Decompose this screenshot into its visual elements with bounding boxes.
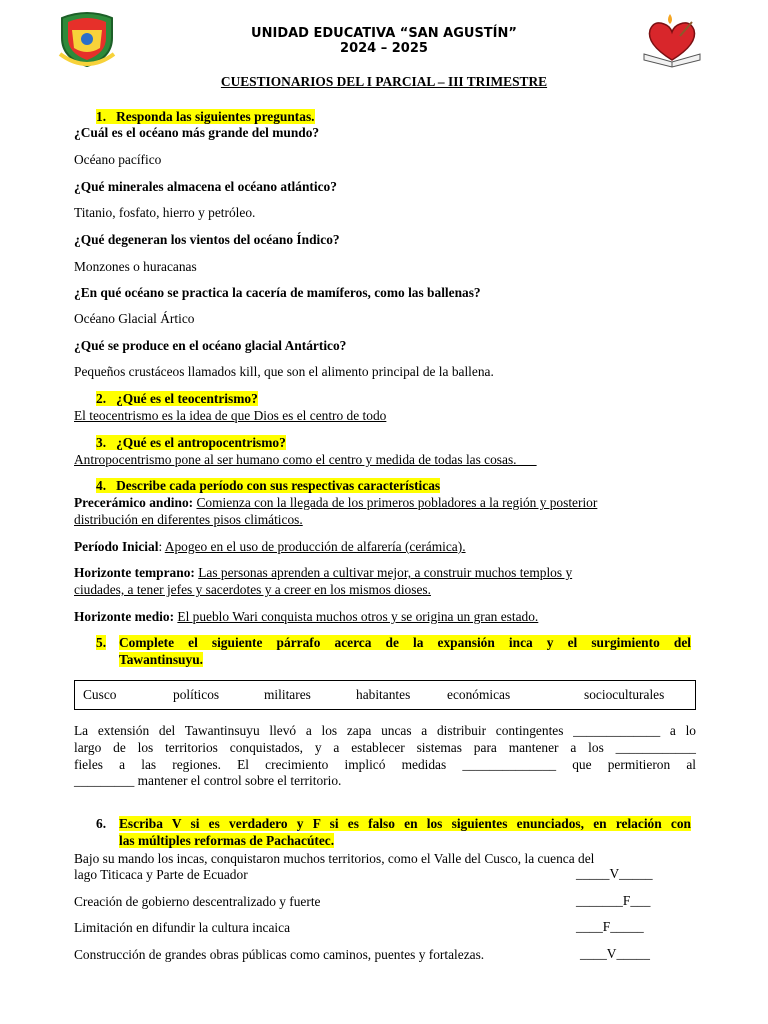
question-2: ¿Qué minerales almacena el océano atlántico? (74, 179, 337, 194)
section3-answer: Antropocentrismo pone al ser humano como el centro y medida de todas las cosas. (74, 452, 537, 467)
word-bank-item: socioculturales (584, 687, 665, 702)
answer-5: Pequeños crustáceos llamados kill, que son el alimento principal de la ballena. (74, 364, 494, 379)
statement-2-answer: _______F___ (576, 893, 651, 908)
section5-heading-num: 5. (96, 635, 107, 650)
period-horizonte-temprano-cont: ciudades, a tener jefes y sacerdotes y a creer en los mismos dioses. (74, 582, 431, 597)
section6-heading-cont: las múltiples reformas de Pachacútec. (119, 833, 335, 848)
question-5: ¿Qué se produce en el océano glacial Antártico? (74, 338, 347, 353)
statement-2: Creación de gobierno descentralizado y fuerte (74, 894, 321, 909)
section1-heading: 1. Responda las siguientes preguntas. (96, 109, 315, 124)
answer-3: Monzones o huracanas (74, 259, 197, 274)
statement-3-answer: ____F_____ (576, 919, 644, 934)
document-title: CUESTIONARIOS DEL I PARCIAL – III TRIMESTRE (220, 74, 548, 89)
answer-1: Océano pacífico (74, 152, 162, 167)
statement-4-answer: ____V_____ (580, 946, 650, 961)
section5-heading-cont: Tawantinsuyu. (119, 652, 203, 667)
question-4: ¿En qué océano se practica la cacería de mamíferos, como las ballenas? (74, 285, 481, 300)
section2-answer: El teocentrismo es la idea de que Dios es el centro de todo (74, 408, 387, 423)
section5-heading: Complete el siguiente párrafo acerca de la expansión inca y el surgimiento del (119, 635, 691, 650)
section2-heading: 2. ¿Qué es el teocentrismo? (96, 391, 258, 406)
period-preceramico-cont: distribución en diferentes pisos climáticos. (74, 512, 303, 527)
section6-heading: Escriba V si es verdadero y F si es falso en los siguientes enunciados, en relación con (119, 816, 691, 831)
paragraph-line-1: La extensión del Tawantinsuyu llevó a los zapa uncas a distribuir contingentes _____________ a lo (74, 723, 696, 738)
question-3: ¿Qué degeneran los vientos del océano Índico? (74, 232, 340, 247)
paragraph-line-2: largo de los territorios conquistados, y a establecer sistemas para mantener a los ____________ (74, 740, 696, 755)
answer-4: Océano Glacial Ártico (74, 311, 195, 326)
statement-1-answer: _____V_____ (576, 866, 653, 881)
question-1: ¿Cuál es el océano más grande del mundo? (74, 125, 320, 140)
school-name: UNIDAD EDUCATIVA “SAN AGUSTÍN” (251, 26, 517, 41)
paragraph-line-3: fieles a las regiones. El crecimiento implicó medidas ______________ que permitieron al (74, 757, 696, 772)
word-bank-item: políticos (173, 687, 220, 702)
statement-1: Bajo su mando los incas, conquistaron muchos territorios, como el Valle del Cusco, la cuenca del (74, 851, 595, 866)
section4-heading: 4. Describe cada período con sus respectivas características (96, 478, 441, 493)
period-preceramico: Precerámico andino: Comienza con la llegada de los primeros pobladores a la región y posterior (74, 495, 598, 510)
word-bank-item: económicas (447, 687, 511, 702)
school-year: 2024 – 2025 (340, 41, 428, 56)
paragraph-line-4: _________ mantener el control sobre el territorio. (74, 773, 342, 788)
word-bank-box (74, 680, 696, 710)
word-bank-item: Cusco (83, 687, 117, 702)
section6-heading-num: 6. (96, 816, 107, 831)
period-horizonte-temprano: Horizonte temprano: Las personas aprenden a cultivar mejor, a construir muchos templos y (74, 565, 573, 580)
period-horizonte-medio: Horizonte medio: El pueblo Wari conquista muchos otros y se origina un gran estado. (74, 609, 539, 624)
section3-heading: 3. ¿Qué es el antropocentrismo? (96, 435, 286, 450)
statement-3: Limitación en difundir la cultura incaica (74, 920, 291, 935)
answer-2: Titanio, fosfato, hierro y petróleo. (74, 205, 256, 220)
word-bank-item: militares (264, 687, 311, 702)
word-bank-item: habitantes (356, 687, 411, 702)
statement-1-cont: lago Titicaca y Parte de Ecuador (74, 867, 248, 882)
period-inicial: Período Inicial: Apogeo en el uso de producción de alfarería (cerámica). (74, 539, 466, 554)
statement-4: Construcción de grandes obras públicas como caminos, puentes y fortalezas. (74, 947, 485, 962)
